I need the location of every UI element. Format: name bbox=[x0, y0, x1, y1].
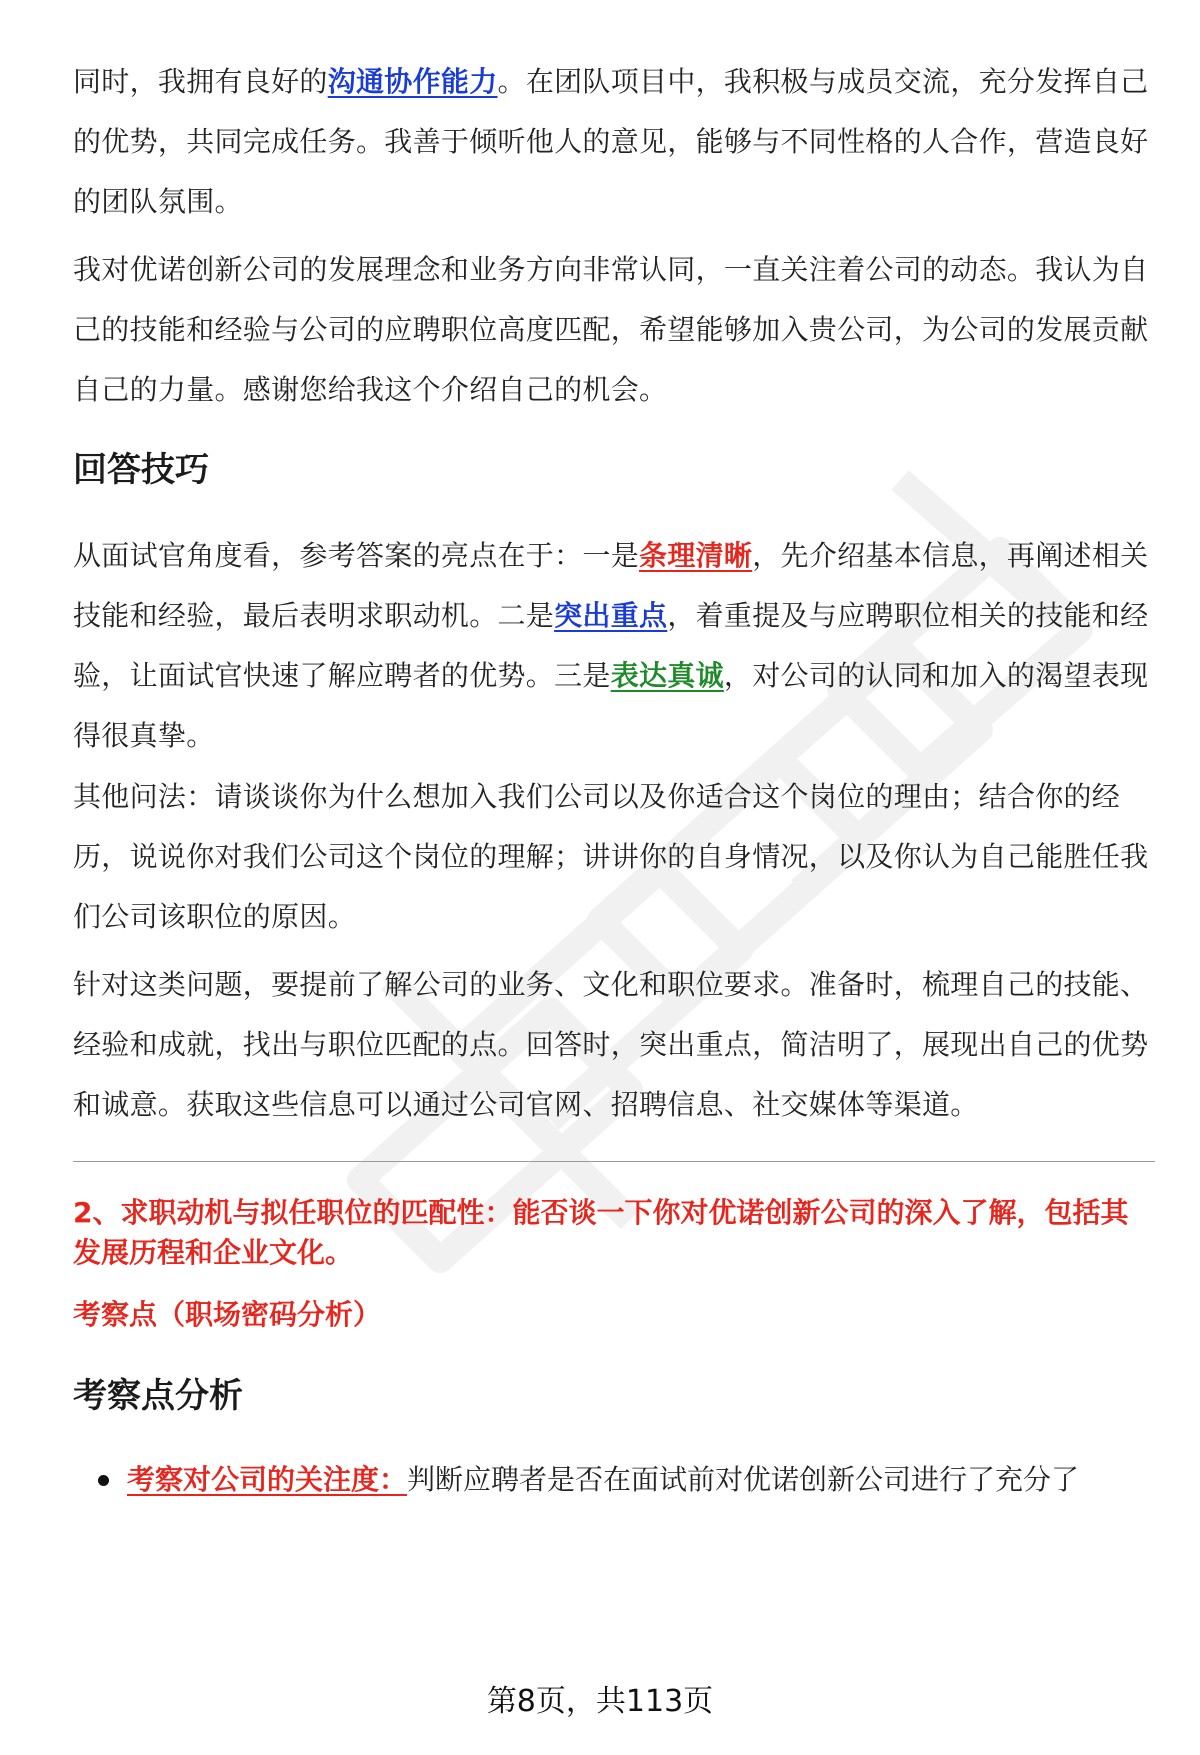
highlight-key-points: 突出重点 bbox=[554, 599, 668, 632]
paragraph-other-questions: 其他问法：请谈谈你为什么想加入我们公司以及你适合这个岗位的理由；结合你的经历，说说你对我们公司这个岗位的理解；讲讲你的自身情况，以及你认为自己能胜任我们公司该职位的原因。 bbox=[73, 780, 1149, 933]
highlight-logical-clarity: 条理清晰 bbox=[639, 539, 753, 572]
paragraph-communication bbox=[73, 52, 1155, 232]
paragraph-text: ，着重提及与应聘职位相关的技能和经验，让面试官快速了解应聘者的优势。三是 bbox=[73, 599, 1149, 692]
highlight-communication-skill: 沟通协作能力 bbox=[327, 65, 498, 98]
bullet-body: 判断应聘者是否在面试前对优诺创新公司进行了充分了 bbox=[407, 1463, 1080, 1496]
section-heading-analysis: 考察点分析 bbox=[73, 1376, 243, 1416]
question-2-subtitle: 考察点（职场密码分析） bbox=[73, 1298, 382, 1331]
paragraph-text: 从面试官角度看，参考答案的亮点在于：一是 bbox=[73, 539, 640, 572]
page-footer: 第8页，共113页 bbox=[486, 1684, 714, 1719]
paragraph-company-recognition: 我对优诺创新公司的发展理念和业务方向非常认同，一直关注着公司的动态。我认为自己的技能和经验与公司的应聘职位高度匹配，希望能够加入贵公司，为公司的发展贡献自己的力量。感谢您给我这个介绍自己的机会。 bbox=[73, 253, 1149, 406]
section-heading-answer-tips: 回答技巧 bbox=[73, 450, 209, 490]
paragraph-text: 。在团队项目中，我积极与成员交流，充分发挥自己的优势，共同完成任务。我善于倾听他人的意见，能够与不同性格的人合作，营造良好的团队氛围。 bbox=[73, 65, 1149, 218]
paragraph-text: ，对公司的认同和加入的渴望表现得很真挚。 bbox=[73, 659, 1149, 752]
paragraph-text: 同时，我拥有良好的 bbox=[73, 65, 328, 98]
paragraph-text: ，先介绍基本信息，再阐述相关技能和经验，最后表明求职动机。二是 bbox=[73, 539, 1149, 632]
bullet-label: 考察对公司的关注度： bbox=[127, 1463, 408, 1496]
highlight-sincerity: 表达真诚 bbox=[610, 659, 724, 692]
bullet-dot-icon bbox=[98, 1475, 109, 1486]
paragraph-highlights bbox=[73, 526, 1155, 766]
bullet-text bbox=[127, 1460, 1079, 1500]
paragraph-preparation: 针对这类问题，要提前了解公司的业务、文化和职位要求。准备时，梳理自己的技能、经验和成就，找出与职位匹配的点。回答时，突出重点，简洁明了，展现出自己的优势和诚意。获取这些信息可以通过公司官网、招聘信息、社交媒体等渠道。 bbox=[73, 968, 1149, 1121]
section-divider bbox=[73, 1161, 1155, 1162]
question-2-title: 2、求职动机与拟任职位的匹配性：能否谈一下你对优诺创新公司的深入了解，包括其发展历程和企业文化。 bbox=[73, 1196, 1129, 1269]
